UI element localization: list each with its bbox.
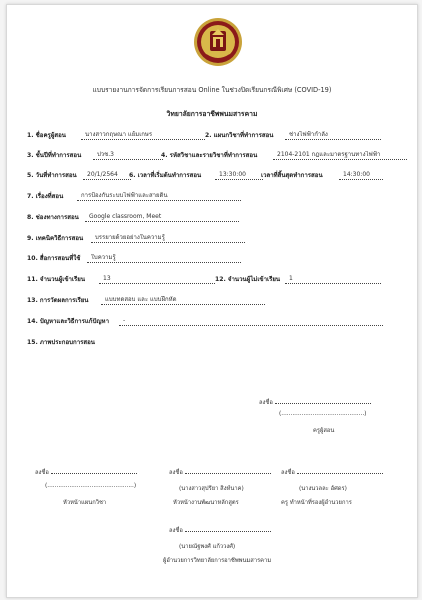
date-label: 5. วันที่ทำการสอน	[27, 172, 77, 179]
curriculum-head-role: หัวหน้างานพัฒนาหลักสูตร	[173, 500, 239, 506]
teacher-label: 1. ชื่อครูผู้สอน	[27, 132, 66, 139]
department-field[interactable]: ช่างไฟฟ้ากำลัง	[285, 131, 381, 140]
deputy-role: ครู ทำหน้าที่รองผู้อำนวยการ	[281, 500, 352, 506]
attendees-field[interactable]: 13	[99, 275, 215, 284]
teacher-name-field[interactable]: นางสาวกฤษณา แย้มเกษร	[81, 131, 205, 140]
technique-label: 9. เทคนิควิธีการสอน	[27, 235, 84, 242]
assessment-label: 13. การวัดผลการเรียน	[27, 297, 89, 304]
report-page	[6, 4, 418, 598]
teacher-role: ครูผู้สอน	[313, 428, 335, 434]
level-label: 3. ชั้นปีที่ทำการสอน	[27, 152, 82, 159]
teacher-name-paren: (.............................................)	[279, 411, 367, 417]
row-media	[27, 254, 407, 264]
images-label: 15. ภาพประกอบการสอน	[27, 339, 95, 346]
row-level	[27, 151, 407, 161]
row-images	[27, 338, 407, 348]
attendees-label: 11. จำนวนผู้เข้าเรียน	[27, 276, 85, 283]
deputy-signature-line	[281, 467, 383, 477]
technique-field[interactable]: บรรยายด้วยอย่างในความรู้	[91, 234, 245, 243]
sign-word: ลงชื่อ	[35, 470, 49, 476]
head-dept-role: หัวหน้าแผนกวิชา	[63, 500, 107, 506]
curriculum-signature-line	[169, 467, 271, 477]
report-title: แบบรายงานการจัดการเรียนการสอน Online ในช่วงปิดเรียนกรณีพิเศษ (COVID-19)	[92, 86, 332, 94]
teacher-signature-line	[259, 397, 371, 407]
sign-word: ลงชื่อ	[281, 470, 295, 476]
problems-field[interactable]: -	[119, 317, 383, 326]
row-technique	[27, 234, 407, 244]
topic-field[interactable]: การป้องกันระบบไฟฟ้าและสายดิน	[77, 192, 241, 201]
row-topic	[27, 192, 407, 202]
start-time-field[interactable]: 13:30:00	[215, 171, 263, 180]
media-label: 10. สื่อการสอนที่ใช้	[27, 255, 81, 262]
director-role: ผู้อำนวยการวิทยาลัยการอาชีพพนมสารคาม	[163, 558, 272, 564]
college-seal-icon	[193, 15, 243, 71]
assessment-field[interactable]: แบบทดสอบ และ แบบฝึกหัด	[101, 296, 265, 305]
media-field[interactable]: ใบความรู้	[87, 254, 241, 263]
row-date	[27, 171, 407, 181]
subject-field[interactable]: 2104-2101 กฎและมาตรฐานทางไฟฟ้า	[273, 151, 407, 160]
row-teacher	[27, 131, 407, 141]
row-assessment	[27, 296, 407, 306]
absentees-field[interactable]: 1	[285, 275, 381, 284]
channel-field[interactable]: Google classroom, Meet	[85, 213, 239, 222]
director-signature-line	[169, 525, 271, 535]
row-attendance	[27, 275, 407, 285]
date-field[interactable]: 20/1/2564	[83, 171, 131, 180]
row-problems	[27, 317, 407, 327]
channel-label: 8. ช่องทางการสอน	[27, 214, 79, 221]
level-field[interactable]: ปวช.3	[93, 151, 163, 160]
start-time-label: 6. เวลาที่เริ่มต้นทำการสอน	[129, 172, 202, 179]
director-name: (นายณัฐพงศ์ แก้ววงศ์)	[179, 544, 236, 550]
sign-word: ลงชื่อ	[169, 470, 183, 476]
topic-label: 7. เรื่องที่สอน	[27, 193, 64, 200]
problems-label: 14. ปัญหาและวิธีการแก้ปัญหา	[27, 318, 109, 325]
subject-label: 4. รหัสวิชาและรายวิชาที่ทำการสอน	[161, 152, 258, 159]
row-channel	[27, 213, 407, 223]
sign-word: ลงชื่อ	[169, 528, 183, 534]
college-name: วิทยาลัยการอาชีพพนมสารคาม	[166, 110, 258, 118]
curriculum-head-name: (นางสาวสุปรียา สิงห์นาค)	[179, 486, 244, 492]
head-dept-signature-line	[35, 467, 137, 477]
end-time-field[interactable]: 14:30:00	[339, 171, 383, 180]
head-dept-name-paren: (...............................................)	[45, 483, 137, 489]
end-time-label: เวลาที่สิ้นสุดทำการสอน	[261, 172, 323, 179]
absentees-label: 12. จำนวนผู้ไม่เข้าเรียน	[215, 276, 281, 283]
deputy-name: (นางนวลละ อัศดร)	[299, 486, 347, 492]
department-label: 2. แผนกวิชาที่ทำการสอน	[205, 132, 274, 139]
sign-word: ลงชื่อ	[259, 400, 273, 406]
